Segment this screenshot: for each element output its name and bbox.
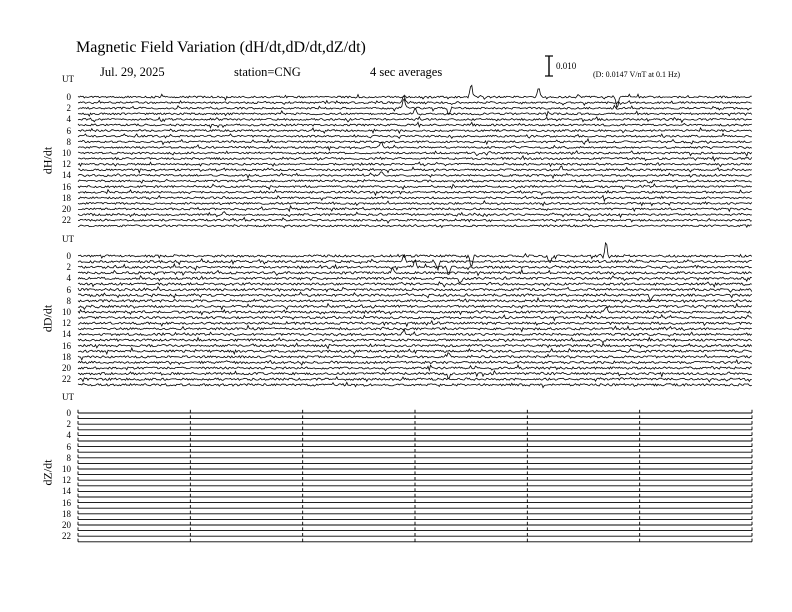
panel-0-trace-7 (78, 134, 752, 139)
panel-0-trace-23 (78, 225, 752, 228)
panel-0-trace-0 (78, 85, 752, 107)
panel-0-hour-label: 0 (66, 92, 71, 102)
date-label: Jul. 29, 2025 (100, 65, 165, 79)
panel-0-trace-2 (78, 99, 752, 114)
panel-0-hour-label: 4 (66, 114, 71, 125)
panel-1-trace-5 (78, 282, 752, 287)
panel-1-trace-15 (78, 338, 752, 343)
panel-0-trace-16 (78, 184, 752, 189)
scale-bar-value: 0.010 (556, 61, 577, 71)
panel-0-trace-11 (78, 156, 752, 161)
panel-1-trace-4 (78, 276, 752, 283)
panel-1-hour-label: 8 (66, 295, 71, 306)
station-label: station=CNG (234, 65, 301, 79)
panel-1-trace-19 (78, 360, 752, 365)
panel-2-ylabel: dZ/dt (40, 459, 55, 486)
panel-0-hour-label: 22 (62, 215, 71, 226)
panel-0-trace-14 (78, 172, 752, 178)
panel-2-hour-label: 22 (62, 531, 71, 542)
panel-1-trace-23 (78, 382, 752, 387)
figure-title: Magnetic Field Variation (dH/dt,dD/dt,dZ/dt) (76, 39, 366, 56)
panel-0-trace-17 (78, 190, 752, 195)
panel-1-hour-label: 6 (66, 284, 71, 295)
panel-1-hour-label: 16 (62, 340, 71, 351)
averaging-label: 4 sec averages (370, 65, 443, 79)
panel-2-hour-label: 16 (62, 497, 71, 508)
panel-0-trace-13 (78, 166, 752, 173)
panel-1-trace-22 (78, 377, 752, 382)
panel-2-hour-label: 10 (62, 464, 71, 474)
panel-2-hour-label: 20 (62, 520, 71, 530)
panel-1-hour-label: 18 (62, 351, 71, 362)
panel-2-hour-label: 6 (66, 441, 71, 452)
panel-0-hour-label: 12 (62, 159, 71, 170)
panel-0-trace-6 (78, 128, 752, 133)
panel-1-hour-label: 4 (66, 273, 71, 284)
panel-0-hour-label: 2 (66, 103, 71, 114)
panel-1-trace-8 (78, 298, 752, 303)
panel-0-hour-label: 10 (62, 148, 71, 158)
panel-1-trace-18 (78, 353, 752, 360)
panel-1-trace-21 (78, 371, 752, 378)
panel-0-hour-label: 16 (62, 181, 71, 192)
panel-0-trace-21 (78, 212, 752, 218)
panel-0-trace-3 (78, 108, 752, 116)
panel-1-hour-label: 20 (62, 363, 71, 373)
panel-1-hour-label: 2 (66, 262, 71, 273)
panel-0-trace-5 (78, 122, 752, 128)
panel-2-hour-label: 0 (66, 408, 71, 418)
panel-1-ut-label: UT (62, 234, 74, 244)
panel-2-hour-label: 12 (62, 475, 71, 486)
panel-0-trace-18 (78, 196, 752, 201)
panel-1-trace-9 (78, 304, 752, 310)
panel-0-hour-label: 14 (62, 170, 71, 181)
scale-note: (D: 0.0147 V/nT at 0.1 Hz) (593, 70, 681, 79)
panel-0-trace-22 (78, 218, 752, 224)
panel-1-trace-3 (78, 269, 752, 276)
panel-1-trace-1 (78, 255, 752, 270)
panel-1-trace-17 (78, 348, 752, 354)
panel-0-hour-label: 8 (66, 136, 71, 147)
panel-2-hour-label: 18 (62, 508, 71, 519)
panel-0-ylabel: dH/dt (40, 146, 55, 175)
panel-2-hour-label: 8 (66, 452, 71, 463)
panel-0-ut-label: UT (62, 74, 74, 84)
panel-0-trace-8 (78, 139, 752, 145)
panel-0-hour-label: 6 (66, 125, 71, 136)
panel-0-trace-10 (78, 151, 752, 156)
panel-1-hour-label: 14 (62, 329, 71, 340)
panel-1-ylabel: dD/dt (40, 304, 55, 333)
panel-0-hour-label: 18 (62, 192, 71, 203)
panel-1-trace-14 (78, 329, 752, 336)
panel-1-hour-label: 22 (62, 374, 71, 385)
panel-0-trace-12 (78, 162, 752, 166)
panel-1-trace-13 (78, 326, 752, 332)
panel-1-trace-12 (78, 321, 752, 326)
panel-1-trace-10 (78, 307, 752, 315)
panel-0-hour-label: 20 (62, 204, 71, 214)
panel-2-hour-label: 14 (62, 486, 71, 497)
panel-1-trace-11 (78, 315, 752, 321)
panel-2-ut-label: UT (62, 392, 74, 402)
panel-1-hour-label: 0 (66, 251, 71, 261)
panel-1-trace-20 (78, 365, 752, 371)
panel-1-trace-16 (78, 343, 752, 348)
panel-1-hour-label: 12 (62, 318, 71, 329)
panel-0-trace-19 (78, 201, 752, 206)
panel-1-trace-6 (78, 287, 752, 292)
panel-1-trace-0 (78, 243, 752, 266)
panel-1-hour-label: 10 (62, 307, 71, 317)
panel-2-hour-label: 4 (66, 430, 71, 441)
panel-0-trace-15 (78, 179, 752, 183)
panel-0-trace-9 (78, 142, 752, 150)
panel-0-trace-4 (78, 117, 752, 123)
panel-2-hour-label: 2 (66, 419, 71, 430)
panel-0-trace-20 (78, 206, 752, 211)
